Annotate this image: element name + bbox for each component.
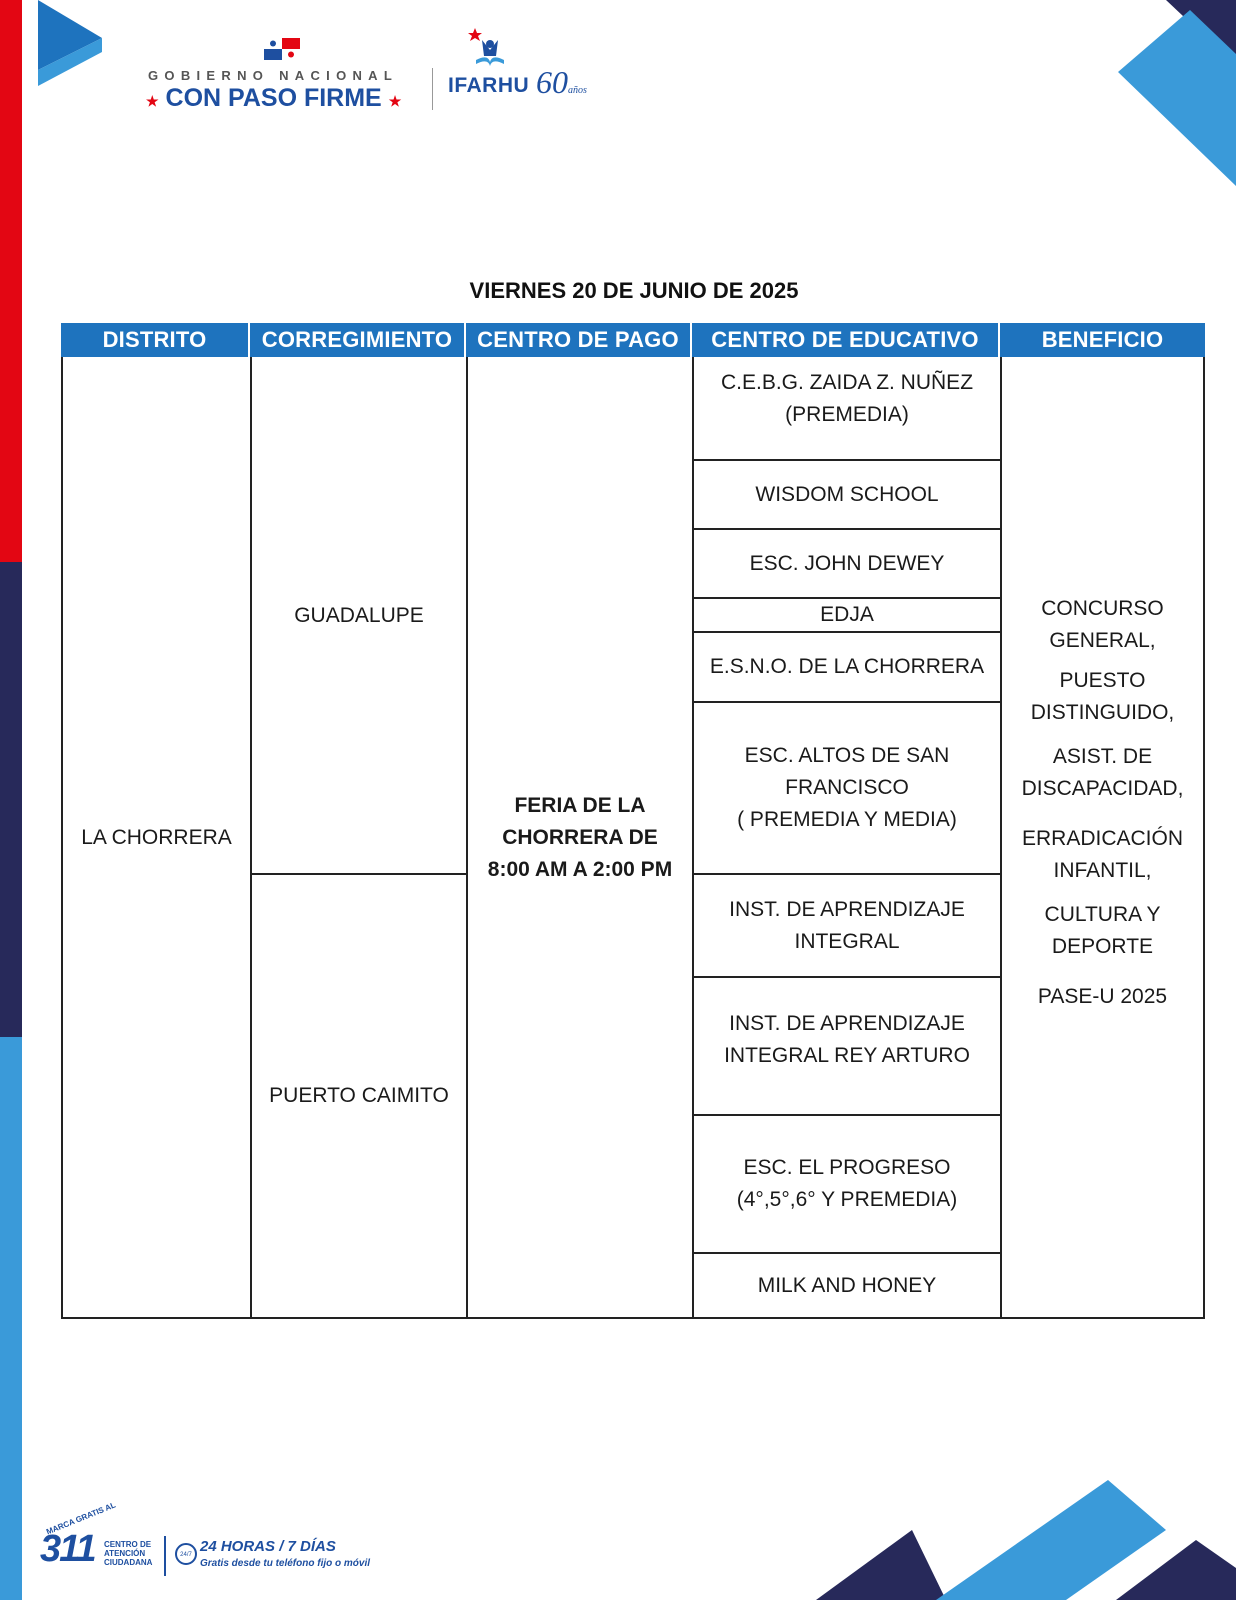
- payment-center-line: CHORRERA DE: [502, 826, 658, 849]
- header-centro-educativo: CENTRO DE EDUCATIVO: [692, 323, 1000, 357]
- benefit-item: [1041, 593, 1164, 657]
- free-call-label: Gratis desde tu teléfono fijo o móvil: [200, 1558, 371, 1569]
- footer-311-banner: [40, 1500, 380, 1590]
- benefit-item: [1038, 981, 1167, 1013]
- school-line: INST. DE APRENDIZAJE: [729, 897, 965, 921]
- school-line: INTEGRAL: [794, 929, 900, 953]
- benefit-line: DEPORTE: [1051, 935, 1154, 958]
- schedule-table: [61, 323, 1205, 1318]
- hotline-number: 311: [40, 1528, 95, 1570]
- arrow-logo-icon: [38, 0, 108, 90]
- school-cell: MILK AND HONEY: [757, 1273, 937, 1297]
- district-cell: LA CHORRERA: [81, 826, 232, 849]
- benefit-line: PASE-U 2025: [1037, 985, 1168, 1008]
- school-line: C.E.B.G. ZAIDA Z. NUÑEZ: [720, 371, 974, 394]
- benefit-item: [1022, 823, 1183, 887]
- school-line: ESC. ALTOS DE SAN: [744, 744, 950, 767]
- payment-center-line: 8:00 AM A 2:00 PM: [487, 858, 673, 881]
- school-cell: [694, 359, 1000, 459]
- benefit-line: ERRADICACIÓN: [1021, 827, 1184, 850]
- corner-decoration-bottom: [816, 1460, 1236, 1600]
- marca-label: MARCA GRATIS AL: [45, 1500, 117, 1537]
- payment-center-line: FERIA DE LA: [514, 794, 646, 817]
- benefit-line: CULTURA Y: [1044, 903, 1161, 926]
- header-corregimiento: CORREGIMIENTO: [250, 323, 466, 357]
- anniversary-suffix: años: [568, 85, 587, 96]
- benefit-item: [1045, 899, 1161, 963]
- benefit-line: ASIST. DE: [1052, 745, 1153, 768]
- school-cell: [694, 875, 1000, 976]
- school-line: FRANCISCO: [785, 776, 909, 799]
- ifarhu-wordmark: IFARHU: [448, 74, 530, 97]
- left-blue-stripe: [0, 1037, 22, 1600]
- panama-flag-icon: [264, 38, 300, 60]
- header-beneficio: BENEFICIO: [1000, 323, 1205, 357]
- school-cell: [694, 978, 1000, 1114]
- school-cell: WISDOM SCHOOL: [755, 482, 939, 506]
- school-cell: [694, 1116, 1000, 1252]
- school-line: INTEGRAL REY ARTURO: [724, 1044, 970, 1067]
- school-cell: E.S.N.O. DE LA CHORRERA: [709, 655, 985, 678]
- star-icon: ★: [388, 93, 402, 109]
- school-line: (PREMEDIA): [785, 403, 909, 426]
- school-cell: [694, 703, 1000, 873]
- benefit-item: [1022, 741, 1184, 805]
- school-cell: EDJA: [820, 603, 874, 626]
- corregimiento-cell: PUERTO CAIMITO: [269, 1084, 449, 1107]
- document-title: VIERNES 20 DE JUNIO DE 2025: [469, 278, 799, 303]
- header-centro-pago: CENTRO DE PAGO: [466, 323, 692, 357]
- center-line: ATENCIÓN: [104, 1549, 146, 1558]
- gov-slogan: CON PASO FIRME: [165, 84, 382, 112]
- benefit-line: CONCURSO: [1041, 597, 1164, 620]
- corregimiento-cell: GUADALUPE: [294, 604, 424, 627]
- benefit-cell: [1002, 593, 1203, 1043]
- gov-line1: GOBIERNO NACIONAL: [148, 68, 399, 83]
- benefit-line: INFANTIL,: [1053, 859, 1152, 882]
- table-border: [1203, 357, 1205, 1318]
- benefit-item: [1031, 665, 1175, 729]
- anniversary-mark: [536, 64, 587, 101]
- benefit-line: PUESTO: [1059, 669, 1146, 692]
- phone-badge-text: 24/7: [180, 1552, 192, 1558]
- ifarhu-emblem-icon: [468, 26, 508, 74]
- phone-icon: [174, 1542, 198, 1566]
- left-navy-stripe: [0, 562, 22, 1037]
- anniversary-number: 60: [536, 64, 568, 100]
- school-line: (4°,5°,6° Y PREMEDIA): [736, 1188, 958, 1211]
- ifarhu-logo: [448, 26, 588, 116]
- school-line: INST. DE APRENDIZAJE: [729, 1012, 965, 1035]
- school-line: ( PREMEDIA Y MEDIA): [737, 808, 957, 831]
- gov-line2: [146, 84, 401, 113]
- benefit-line: GENERAL,: [1049, 629, 1156, 652]
- center-line: CENTRO DE: [104, 1540, 152, 1549]
- benefit-line: DISTINGUIDO,: [1030, 701, 1175, 724]
- hours-label: 24 HORAS / 7 DÍAS: [200, 1538, 336, 1555]
- logo-divider: [432, 68, 433, 110]
- benefit-line: DISCAPACIDAD,: [1021, 777, 1184, 800]
- footer-divider: [164, 1536, 166, 1576]
- center-line: CIUDADANA: [104, 1558, 153, 1567]
- table-border: [61, 1317, 1205, 1319]
- star-icon: ★: [146, 93, 159, 109]
- corner-decoration-top: [1106, 0, 1236, 190]
- school-line: ESC. EL PROGRESO: [743, 1156, 951, 1179]
- header-distrito: DISTRITO: [61, 323, 250, 357]
- school-cell: ESC. JOHN DEWEY: [749, 551, 945, 575]
- center-label: [104, 1540, 164, 1567]
- payment-center-cell: [468, 359, 692, 1317]
